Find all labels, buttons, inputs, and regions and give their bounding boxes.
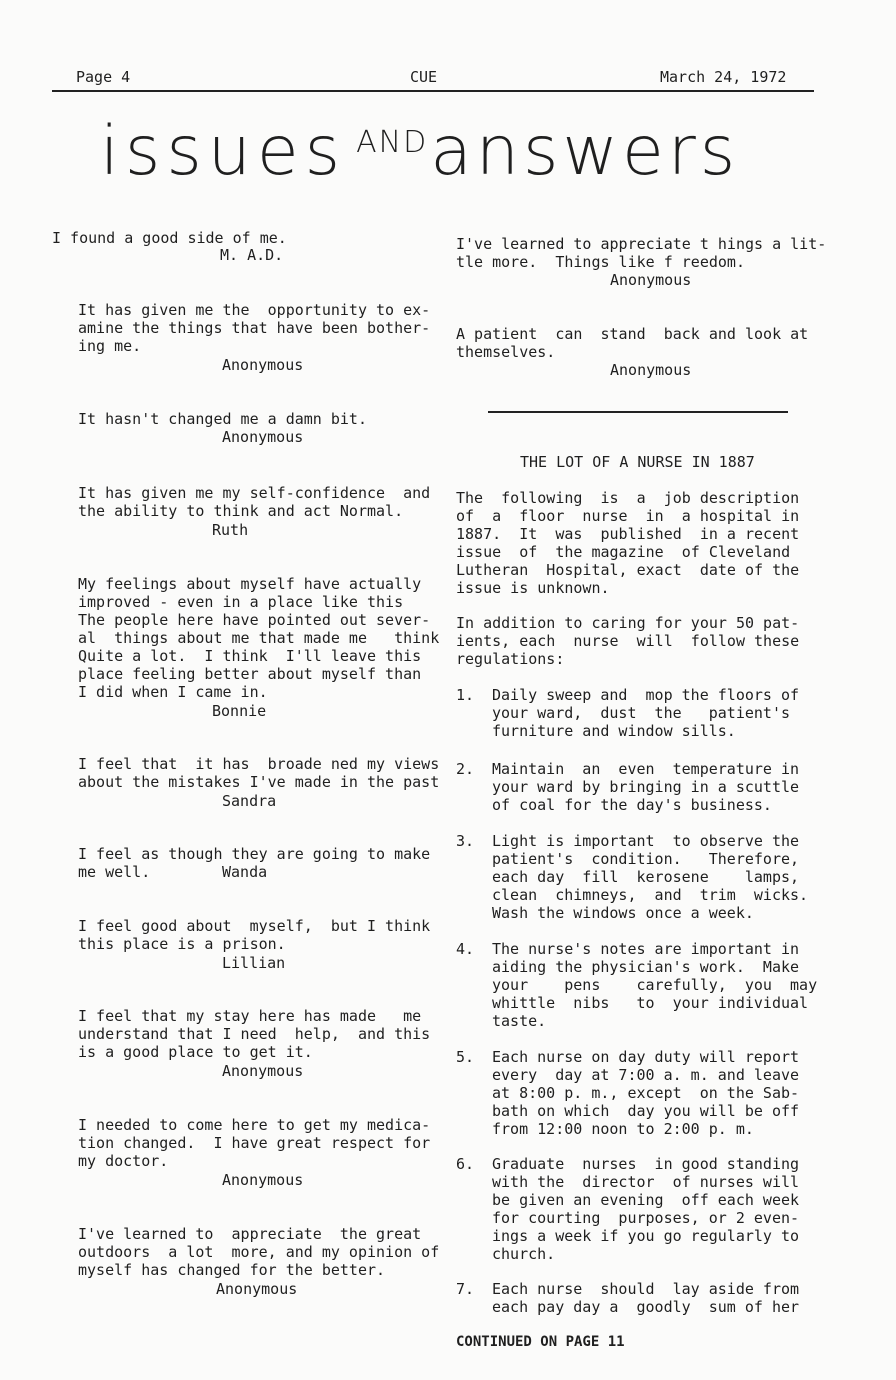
title-and: AND: [356, 125, 429, 160]
response-signature: M. A.D.: [220, 246, 284, 264]
item-number: 5.: [456, 1048, 475, 1066]
title-answers: answers: [430, 112, 740, 191]
item-number: 3.: [456, 832, 475, 850]
response-signature: Ruth: [212, 521, 249, 539]
response-signature: Anonymous: [216, 1280, 298, 1298]
list-item: Light is important to observe the patient's condition. Therefore, each day fill kerosene lamps, clean chimneys, and trim wicks. Wash the windows once a week.: [492, 832, 809, 922]
title-issues: issues: [100, 112, 347, 191]
response-text: I found a good side of me.: [52, 229, 287, 247]
response-text: It has given me the opportunity to ex- amine the things that have been bother- ing me.: [78, 301, 431, 355]
item-number: 1.: [456, 686, 475, 704]
item-number: 2.: [456, 760, 475, 778]
list-item: Graduate nurses in good standing with the director of nurses will be given an evening off each week for courting purposes, or 2 even- ings a week if you go regularly to church.: [492, 1155, 800, 1263]
response-signature: Wanda: [222, 863, 268, 881]
response-text: I feel good about myself, but I think this place is a prison.: [78, 917, 431, 953]
issue-date: March 24, 1972: [660, 68, 787, 86]
response-text: A patient can stand back and look at themselves.: [456, 325, 809, 361]
article-intro: The following is a job description of a floor nurse in a hospital in 1887. It was published in a recent issue of the magazine of Cleveland Lutheran Hospital, exact date of the issue is unknown.: [456, 489, 800, 597]
response-text: My feelings about myself have actually improved - even in a place like this The people here have pointed out sever- al things about me that made me think Quite a lot. I think I'll leave this place feeling better about myself than I did when I came in.: [78, 575, 440, 701]
response-text: I feel that it has broade ned my views about the mistakes I've made in the past: [78, 755, 440, 791]
response-signature: Anonymous: [222, 1062, 304, 1080]
response-text: I've learned to appreciate t hings a lit- tle more. Things like f reedom.: [456, 235, 827, 271]
response-signature: Sandra: [222, 792, 277, 810]
response-signature: Anonymous: [222, 1171, 304, 1189]
response-text: It hasn't changed me a damn bit.: [78, 410, 367, 428]
response-text: It has given me my self-confidence and the ability to think and act Normal.: [78, 484, 431, 520]
response-signature: Lillian: [222, 954, 286, 972]
response-signature: Anonymous: [222, 428, 304, 446]
list-item: Each nurse should lay aside from each pay day a goodly sum of her: [492, 1280, 800, 1316]
article-lead: In addition to caring for your 50 pat- ients, each nurse will follow these regulations:: [456, 614, 800, 668]
list-item: Daily sweep and mop the floors of your ward, dust the patient's furniture and window sills.: [492, 686, 800, 740]
section-divider: [488, 411, 788, 413]
response-text: I feel that my stay here has made me understand that I need help, and this is a good place to get it.: [78, 1007, 431, 1061]
page-number: Page 4: [76, 68, 131, 86]
response-signature: Anonymous: [610, 271, 692, 289]
page-title: [100, 112, 780, 202]
list-item: Maintain an even temperature in your ward by bringing in a scuttle of coal for the day's business.: [492, 760, 800, 814]
article-heading: THE LOT OF A NURSE IN 1887: [520, 453, 755, 471]
response-signature: Anonymous: [610, 361, 692, 379]
response-signature: Bonnie: [212, 702, 267, 720]
item-number: 4.: [456, 940, 475, 958]
response-signature: Anonymous: [222, 356, 304, 374]
item-number: 7.: [456, 1280, 475, 1298]
response-text: I needed to come here to get my medica- tion changed. I have great respect for my doctor.: [78, 1116, 431, 1170]
response-text: I feel as though they are going to make me well.: [78, 845, 431, 881]
header-rule: [52, 90, 814, 92]
list-item: Each nurse on day duty will report every day at 7:00 a. m. and leave at 8:00 p. m., except on the Sab- bath on which day you will be off from 12:00 noon to 2:00 p. m.: [492, 1048, 800, 1138]
item-number: 6.: [456, 1155, 475, 1173]
continued-note: CONTINUED ON PAGE 11: [456, 1334, 625, 1350]
paper-name: CUE: [410, 68, 438, 86]
list-item: The nurse's notes are important in aiding the physician's work. Make your pens carefully, you may whittle nibs to your individual taste.: [492, 940, 818, 1030]
response-text: I've learned to appreciate the great outdoors a lot more, and my opinion of myself has changed for the better.: [78, 1225, 440, 1279]
